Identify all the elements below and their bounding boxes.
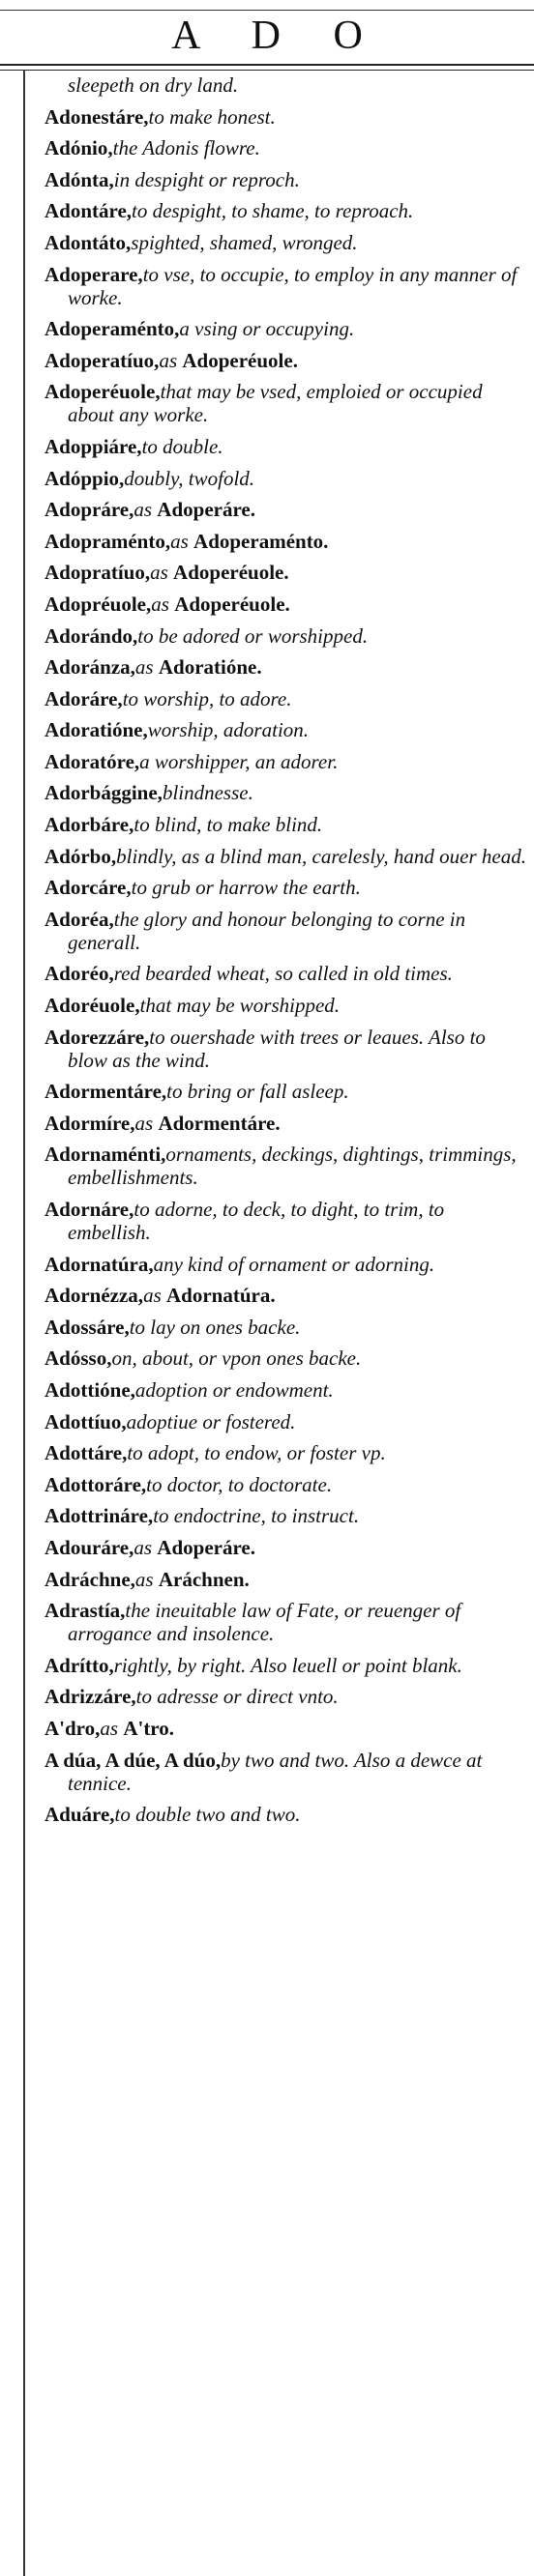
- dictionary-entry: [44, 105, 526, 129]
- entry-cross-reference: Adoperéuole.: [182, 348, 298, 372]
- entry-definition: as: [134, 1111, 154, 1135]
- entry-definition: to vse, to occupie, to employ in any manner of worke.: [68, 262, 518, 309]
- entry-definition: to be adored or worshipped.: [137, 623, 369, 648]
- entry-definition: adoptiue or fostered.: [126, 1409, 296, 1433]
- entry-headword: Adoperatíuo,: [44, 348, 160, 372]
- dictionary-entry: [44, 561, 526, 584]
- dictionary-entry: [44, 317, 526, 340]
- entry-headword: Adottáre,: [44, 1441, 128, 1465]
- entry-definition: that may be worshipped.: [139, 994, 341, 1018]
- entry-headword: Adornaménti,: [44, 1143, 166, 1167]
- dictionary-entry: [44, 530, 526, 553]
- entry-cross-reference: Adoperáre.: [157, 1535, 255, 1559]
- entry-headword: Adoréo,: [44, 962, 114, 986]
- dictionary-entry: [44, 1198, 526, 1244]
- dictionary-entry: [44, 1346, 526, 1370]
- dictionary-entry: [44, 1410, 526, 1433]
- entry-headword: Adopraménto,: [44, 529, 171, 553]
- entry-definition: to double two and two.: [114, 1803, 301, 1827]
- dictionary-entry: [44, 1803, 526, 1826]
- entry-headword: Adontáto,: [44, 230, 132, 254]
- entry-headword: Adopratíuo,: [44, 561, 151, 585]
- dictionary-entry: [44, 994, 526, 1017]
- entry-definition: any kind of ornament or adorning.: [153, 1252, 435, 1276]
- entry-definition: that may be vsed, emploied or occupied about any worke.: [68, 380, 483, 427]
- dictionary-entry: [44, 1536, 526, 1559]
- entry-definition: to adopt, to endow, or foster vp.: [127, 1441, 386, 1465]
- entry-headword: Adopráre,: [44, 498, 134, 522]
- dictionary-entry: [44, 1473, 526, 1496]
- dictionary-entry: [44, 435, 526, 458]
- entry-definition: as: [134, 655, 154, 680]
- entry-cross-reference: Aráchnen.: [158, 1567, 250, 1591]
- column-rule: [23, 70, 25, 2576]
- entry-definition: worship, adoration.: [147, 718, 310, 742]
- entry-headword: Adonestáre,: [44, 104, 149, 129]
- entry-definition: the Adonis flowre.: [112, 136, 260, 160]
- dictionary-entry: [44, 263, 526, 309]
- header-rule: [0, 64, 534, 71]
- entry-cross-reference: Adornatúra.: [166, 1284, 276, 1308]
- dictionary-entry: [44, 1316, 526, 1339]
- dictionary-entry: [44, 781, 526, 804]
- entry-definition: to adorne, to deck, to dight, to trim, to embellish.: [68, 1198, 445, 1244]
- entry-headword: Adrítto,: [44, 1653, 114, 1677]
- dictionary-entry: [44, 1143, 526, 1189]
- entry-cross-reference: A'tro.: [123, 1716, 174, 1740]
- entry-definition: a vsing or occupying.: [179, 317, 355, 341]
- entry-headword: A'dro,: [44, 1716, 101, 1740]
- entry-headword: Adónta,: [44, 167, 114, 191]
- entry-cross-reference: Adormentáre.: [158, 1111, 281, 1135]
- entry-definition: red bearded wheat, so called in old times.: [113, 962, 453, 986]
- entry-headword: Adoréa,: [44, 907, 114, 931]
- dictionary-entry: [44, 687, 526, 710]
- entry-headword: Adouráre,: [44, 1535, 134, 1559]
- dictionary-entry: [44, 1599, 526, 1645]
- entry-definition: the ineuitable law of Fate, or reuenger of arrogance and insolence.: [68, 1599, 461, 1646]
- entry-cross-reference: Adoperéuole.: [174, 592, 290, 616]
- entry-definition: as: [100, 1716, 119, 1740]
- entry-headword: Adorbáre,: [44, 813, 134, 837]
- dictionary-entry: [44, 1253, 526, 1276]
- dictionary-entry: [44, 168, 526, 191]
- entry-headword: Adrizzáre,: [44, 1685, 136, 1709]
- dictionary-entry: [44, 231, 526, 254]
- dictionary-entry: [44, 1026, 526, 1072]
- entry-definition: as: [151, 592, 169, 616]
- entry-headword: Adormentáre,: [44, 1080, 167, 1104]
- dictionary-entry: [44, 1654, 526, 1677]
- entry-definition: sleepeth on dry land.: [68, 73, 239, 97]
- entry-headword: Adoratóre,: [44, 749, 140, 773]
- dictionary-entry: [44, 1284, 526, 1307]
- entry-headword: Adornatúra,: [44, 1252, 154, 1276]
- entry-headword: Adorbággine,: [44, 781, 163, 805]
- dictionary-entry: [44, 349, 526, 372]
- entry-definition: doubly, twofold.: [124, 466, 255, 490]
- dictionary-entry: [44, 1504, 526, 1527]
- entry-headword: Adórbo,: [44, 844, 117, 868]
- entry-headword: Adopréuole,: [44, 592, 152, 616]
- entry-definition: blindnesse.: [162, 781, 253, 805]
- dictionary-entry: [44, 750, 526, 773]
- entry-definition: adoption or endowment.: [134, 1377, 334, 1402]
- entry-headword: Adoráre,: [44, 686, 123, 710]
- entry-cross-reference: Adoperáre.: [157, 498, 255, 522]
- entry-headword: Adossáre,: [44, 1315, 130, 1339]
- entry-headword: Adoréuole,: [44, 994, 140, 1018]
- entry-headword: Aduáre,: [44, 1803, 115, 1827]
- dictionary-entry: [44, 1112, 526, 1135]
- dictionary-entry: [44, 813, 526, 836]
- dictionary-entry: [44, 199, 526, 222]
- dictionary-entry: [44, 1080, 526, 1103]
- entry-headword: Adósso,: [44, 1346, 112, 1371]
- entry-headword: Adornáre,: [44, 1198, 134, 1221]
- entry-headword: Adontáre,: [44, 199, 133, 223]
- dictionary-entry: [44, 1685, 526, 1708]
- dictionary-entry: [44, 655, 526, 679]
- entry-headword: Adoperare,: [44, 262, 143, 286]
- entry-definition: as: [134, 498, 153, 522]
- entry-headword: Adóppio,: [44, 466, 125, 490]
- entry-definition: to blind, to make blind.: [134, 813, 323, 837]
- entry-definition: by two and two. Also a dewce at tennice.: [68, 1748, 483, 1795]
- entry-definition: to endoctrine, to instruct.: [153, 1504, 360, 1528]
- dictionary-entry: [44, 908, 526, 954]
- entry-definition: to grub or harrow the earth.: [131, 876, 361, 900]
- entry-headword: Adrastía,: [44, 1599, 126, 1623]
- dictionary-entry: [44, 962, 526, 985]
- entry-cross-reference: Adoratióne.: [158, 655, 262, 680]
- dictionary-entry: [44, 624, 526, 648]
- entry-cross-reference: Adoperéuole.: [173, 561, 289, 585]
- entry-definition: the glory and honour belonging to corne in generall.: [68, 907, 466, 954]
- dictionary-entry: [44, 1749, 526, 1795]
- entry-headword: Adottrináre,: [44, 1504, 154, 1528]
- dictionary-entry: [44, 498, 526, 521]
- dictionary-entry: [44, 1568, 526, 1591]
- entry-headword: Adottióne,: [44, 1377, 135, 1402]
- dictionary-entries: [44, 73, 526, 1835]
- entry-headword: Adottíuo,: [44, 1409, 127, 1433]
- dictionary-entry: [44, 718, 526, 741]
- entry-headword: Adornézza,: [44, 1284, 144, 1308]
- entry-definition: to despight, to shame, to reproach.: [132, 199, 414, 223]
- entry-definition: ornaments, deckings, dightings, trimmings, embellishments.: [68, 1143, 517, 1190]
- dictionary-entry: [44, 593, 526, 616]
- entry-headword: Adoppiáre,: [44, 434, 142, 458]
- entry-definition: in despight or reproch.: [113, 167, 300, 191]
- dictionary-entry: [44, 876, 526, 899]
- entry-definition: as: [159, 348, 178, 372]
- dictionary-entry: [44, 136, 526, 159]
- dictionary-entry: [44, 380, 526, 426]
- entry-definition: to lay on ones backe.: [129, 1315, 301, 1339]
- page-header: A D O: [171, 14, 384, 58]
- dictionary-entry: [44, 1717, 526, 1740]
- entry-cross-reference: Adoperaménto.: [193, 529, 329, 553]
- entry-definition: as: [134, 1535, 153, 1559]
- entry-headword: Adorezzáre,: [44, 1025, 150, 1049]
- dictionary-entry: [44, 1378, 526, 1402]
- entry-definition: to double.: [141, 434, 223, 458]
- entry-headword: Adónio,: [44, 136, 113, 160]
- entry-headword: Adottoráre,: [44, 1472, 147, 1496]
- entry-headword: Adoperéuole,: [44, 380, 161, 404]
- entry-headword: Adoratióne,: [44, 718, 148, 742]
- entry-definition: to worship, to adore.: [122, 686, 292, 710]
- entry-headword: Adormíre,: [44, 1111, 135, 1135]
- entry-headword: Adorcáre,: [44, 876, 132, 900]
- entry-definition: to doctor, to doctorate.: [146, 1472, 333, 1496]
- entry-definition: rightly, by right. Also leuell or point blank.: [113, 1653, 462, 1677]
- entry-definition: as: [143, 1284, 162, 1308]
- entry-headword: Adráchne,: [44, 1567, 135, 1591]
- entry-definition: on, about, or vpon ones backe.: [111, 1346, 362, 1371]
- entry-headword: Adorándo,: [44, 623, 138, 648]
- entry-definition: as: [134, 1567, 154, 1591]
- dictionary-entry: [44, 467, 526, 490]
- entry-definition: to adresse or direct vnto.: [135, 1685, 339, 1709]
- entry-headword: Adoperaménto,: [44, 317, 180, 341]
- entry-headword: Adoránza,: [44, 655, 135, 680]
- entry-definition: to bring or fall asleep.: [166, 1080, 349, 1104]
- dictionary-entry: [44, 73, 526, 97]
- entry-definition: spighted, shamed, wronged.: [131, 230, 358, 254]
- entry-definition: blindly, as a blind man, carelesly, hand ouer head.: [116, 844, 526, 868]
- dictionary-entry: [44, 1441, 526, 1464]
- entry-headword: A dúa, A dúe, A dúo,: [44, 1748, 222, 1772]
- entry-definition: as: [150, 561, 168, 585]
- entry-definition: a worshipper, an adorer.: [139, 749, 339, 773]
- dictionary-entry: [44, 845, 526, 868]
- entry-definition: to make honest.: [148, 104, 276, 129]
- entry-definition: to ouershade with trees or leaues. Also to blow as the wind.: [68, 1025, 486, 1072]
- entry-definition: as: [170, 529, 189, 553]
